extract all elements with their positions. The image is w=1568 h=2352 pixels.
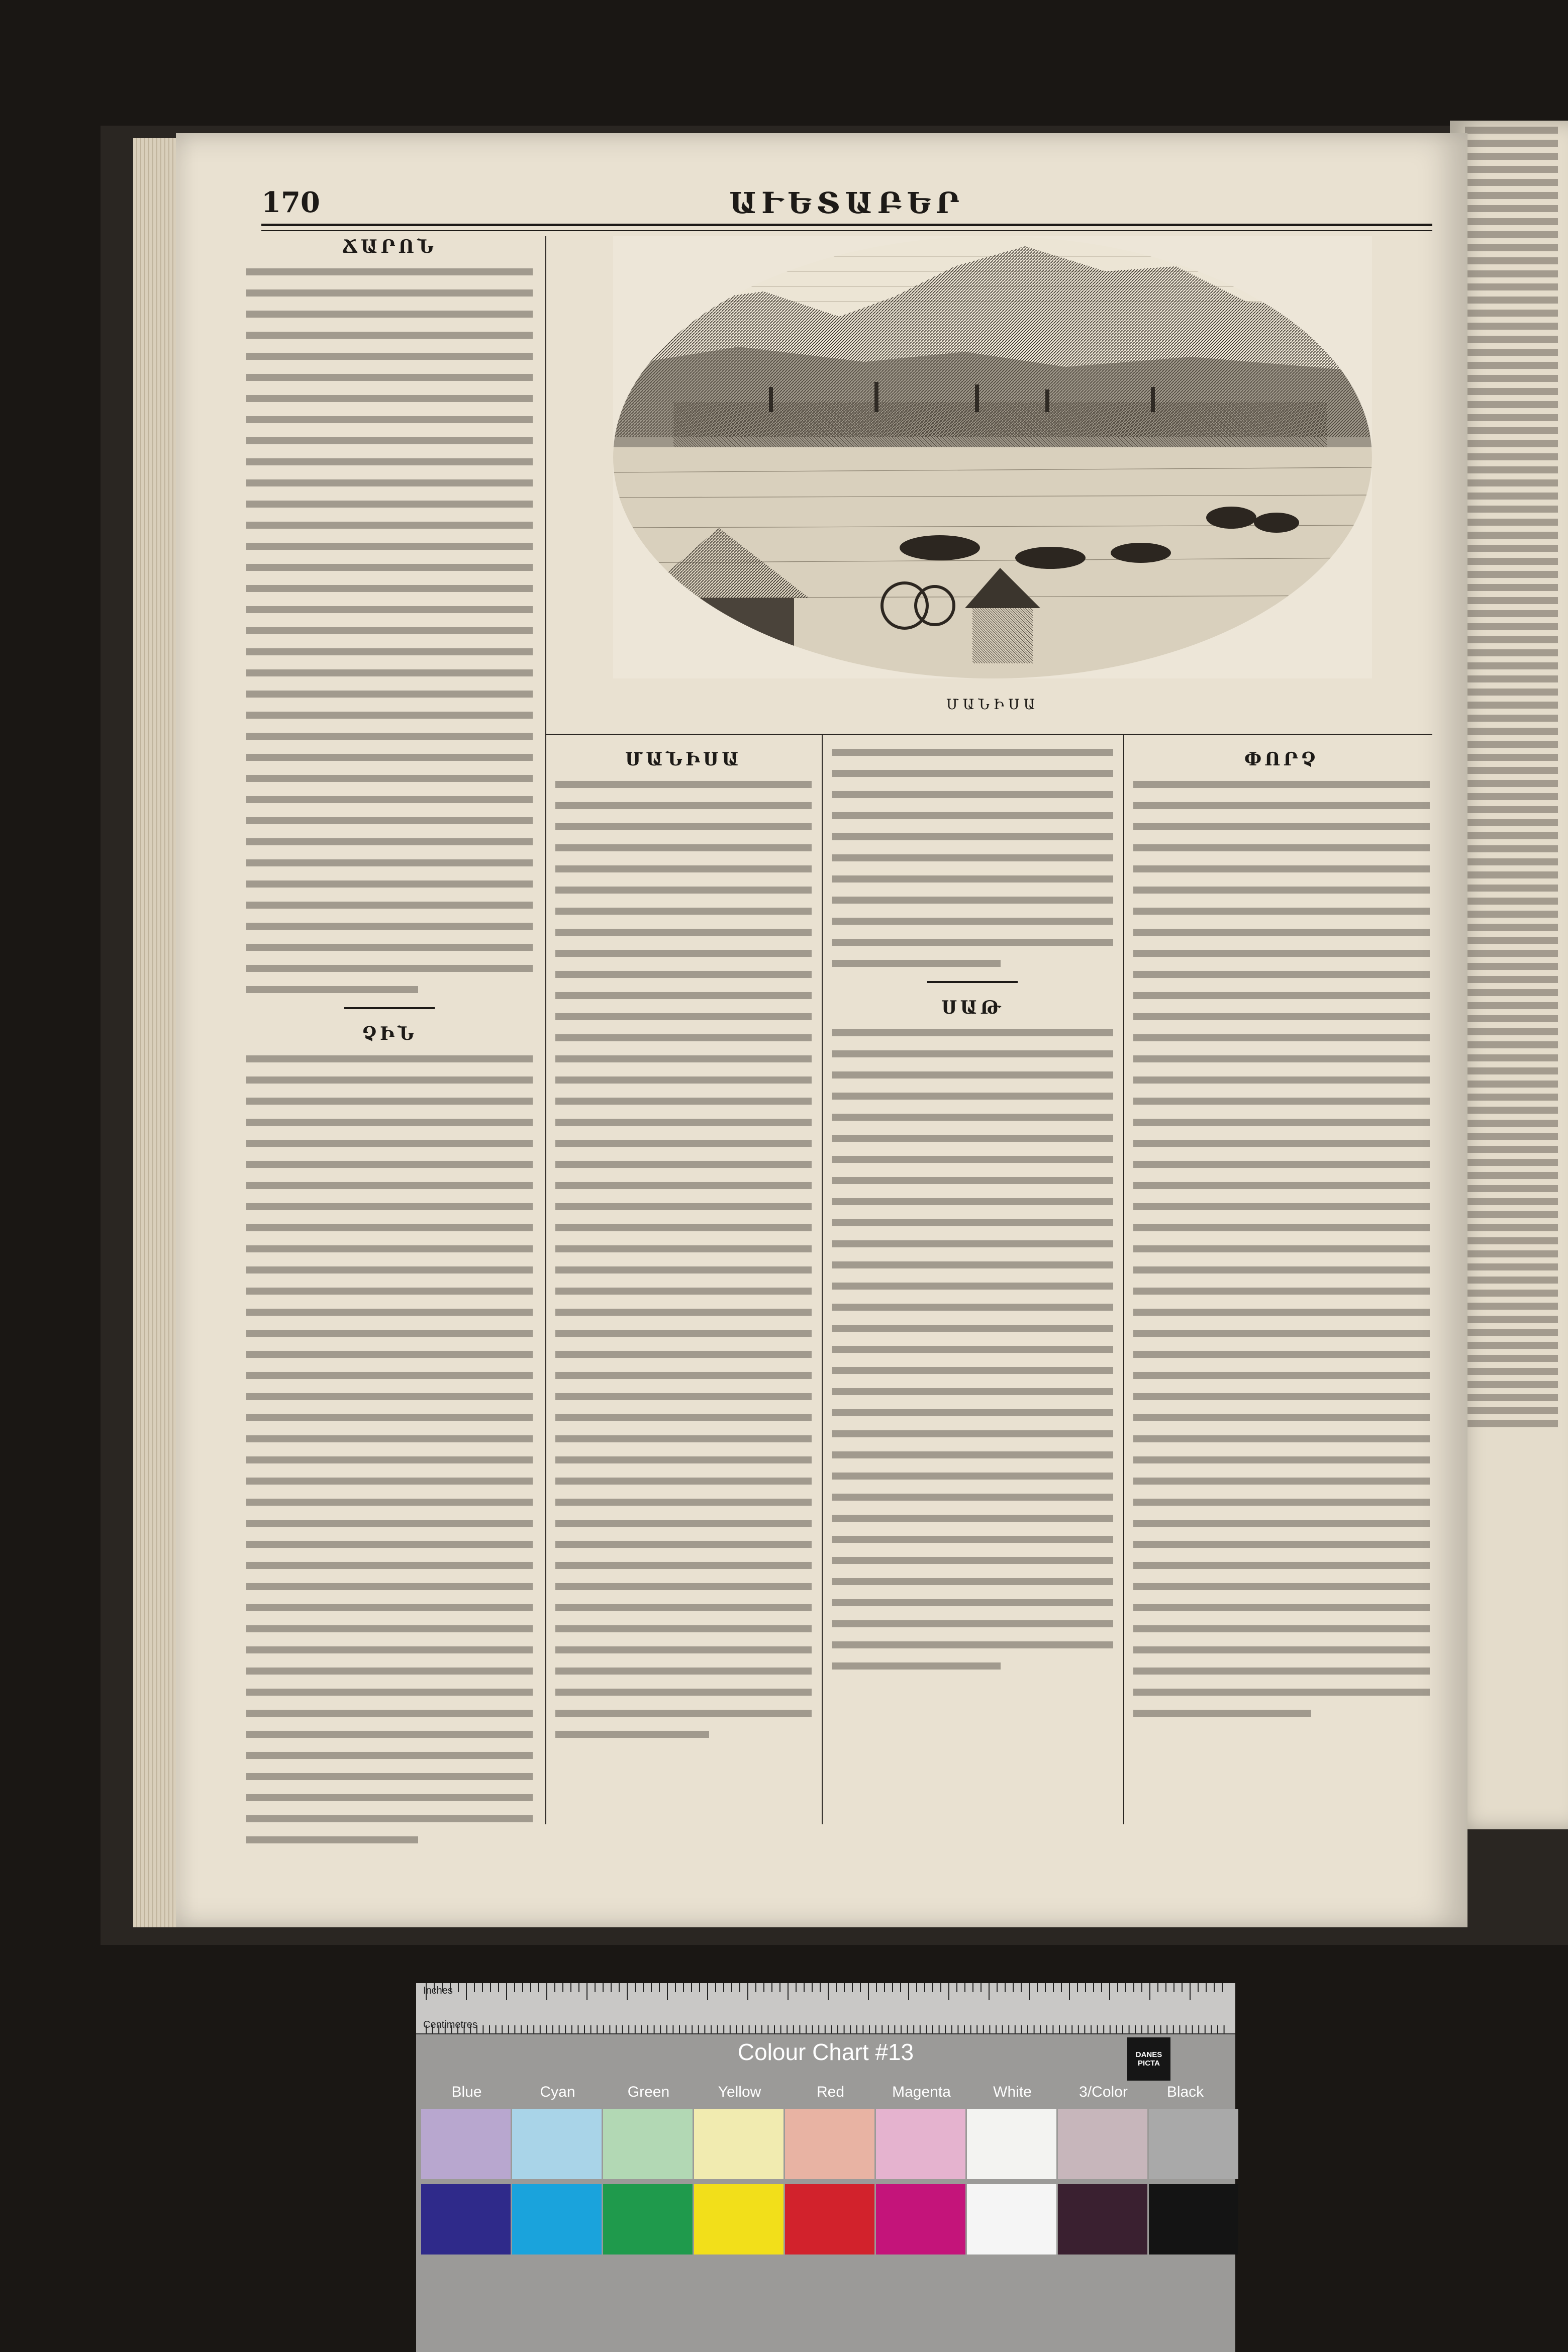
article-heading-manisa: ՄԱՆԻՍԱ	[625, 749, 742, 770]
patch-label: White	[993, 2084, 1032, 2100]
article-body	[555, 781, 812, 1738]
colour-patch-dark	[421, 2184, 511, 2255]
illustration-caption: ՄԱՆԻՍԱ	[946, 696, 1039, 713]
colour-patch-light	[421, 2109, 511, 2179]
colour-chart-title: Colour Chart #13	[737, 2039, 914, 2065]
colour-patch-light	[603, 2109, 693, 2179]
facing-page	[1450, 121, 1568, 1829]
danes-picta-logo: DANES PICTA	[1127, 2037, 1170, 2081]
column-1	[246, 236, 533, 1857]
patch-label: Magenta	[892, 2084, 951, 2100]
patch-label: Green	[627, 2084, 670, 2100]
section-separator	[344, 1007, 435, 1009]
article-heading-china: ՉԻՆ	[362, 1023, 417, 1044]
page-number: 170	[261, 186, 320, 219]
article-body	[246, 1055, 533, 1843]
colour-patch-dark	[694, 2184, 783, 2255]
colour-patch-dark	[1058, 2184, 1147, 2255]
column-2	[555, 749, 812, 1752]
engraving-illustration-manisa	[613, 236, 1372, 678]
header-rule	[261, 224, 1432, 231]
article-body	[832, 1029, 1113, 1670]
column-rule	[545, 236, 546, 1824]
colour-patch-light	[876, 2109, 965, 2179]
colour-patch-dark	[785, 2184, 874, 2255]
article-heading-charon: ՃԱՐՈՆ	[342, 236, 437, 257]
colour-patch-dark	[876, 2184, 965, 2255]
ruler-inches-label: Inches	[423, 1985, 453, 1996]
article-heading-porch: ՓՈՐՉ	[1244, 749, 1319, 770]
patch-label: Black	[1166, 2084, 1204, 2100]
section-separator	[927, 981, 1018, 983]
page-header	[261, 186, 1432, 226]
patch-label: Yellow	[718, 2084, 761, 2100]
illustration-rule	[545, 734, 1432, 735]
landscape-engraving	[613, 236, 1372, 678]
colour-patch-light	[512, 2109, 602, 2179]
column-3	[832, 749, 1113, 1684]
colour-patch-dark	[603, 2184, 693, 2255]
colour-patch-dark	[512, 2184, 602, 2255]
ruler-cm-label: Centimetres	[423, 2019, 477, 2030]
article-body	[832, 749, 1113, 967]
article-body	[246, 268, 533, 993]
colour-patch-light	[967, 2109, 1056, 2179]
patch-label: Cyan	[540, 2084, 575, 2100]
column-4	[1133, 749, 1430, 1731]
ruler-ticks	[416, 1983, 1235, 2033]
article-heading-sat: ՍԱԹ	[941, 997, 1004, 1018]
column-rule	[1123, 734, 1124, 1824]
patch-label: 3/Color	[1079, 2084, 1128, 2100]
patch-label: Red	[816, 2084, 845, 2100]
colour-patch-light	[1058, 2109, 1147, 2179]
article-body	[1133, 781, 1430, 1717]
measurement-ruler	[416, 1983, 1235, 2034]
colour-patch-light	[1149, 2109, 1238, 2179]
colour-calibration-chart	[416, 1983, 1235, 2352]
colour-patch-dark	[1149, 2184, 1238, 2255]
masthead-title: ԱՒԵՏԱԲԵՐ	[729, 186, 964, 220]
column-rule	[822, 734, 823, 1824]
colour-patch-light	[785, 2109, 874, 2179]
patch-label: Blue	[451, 2084, 482, 2100]
patch-labels	[416, 2084, 1235, 2104]
colour-patch-dark	[967, 2184, 1056, 2255]
colour-patch-light	[694, 2109, 783, 2179]
